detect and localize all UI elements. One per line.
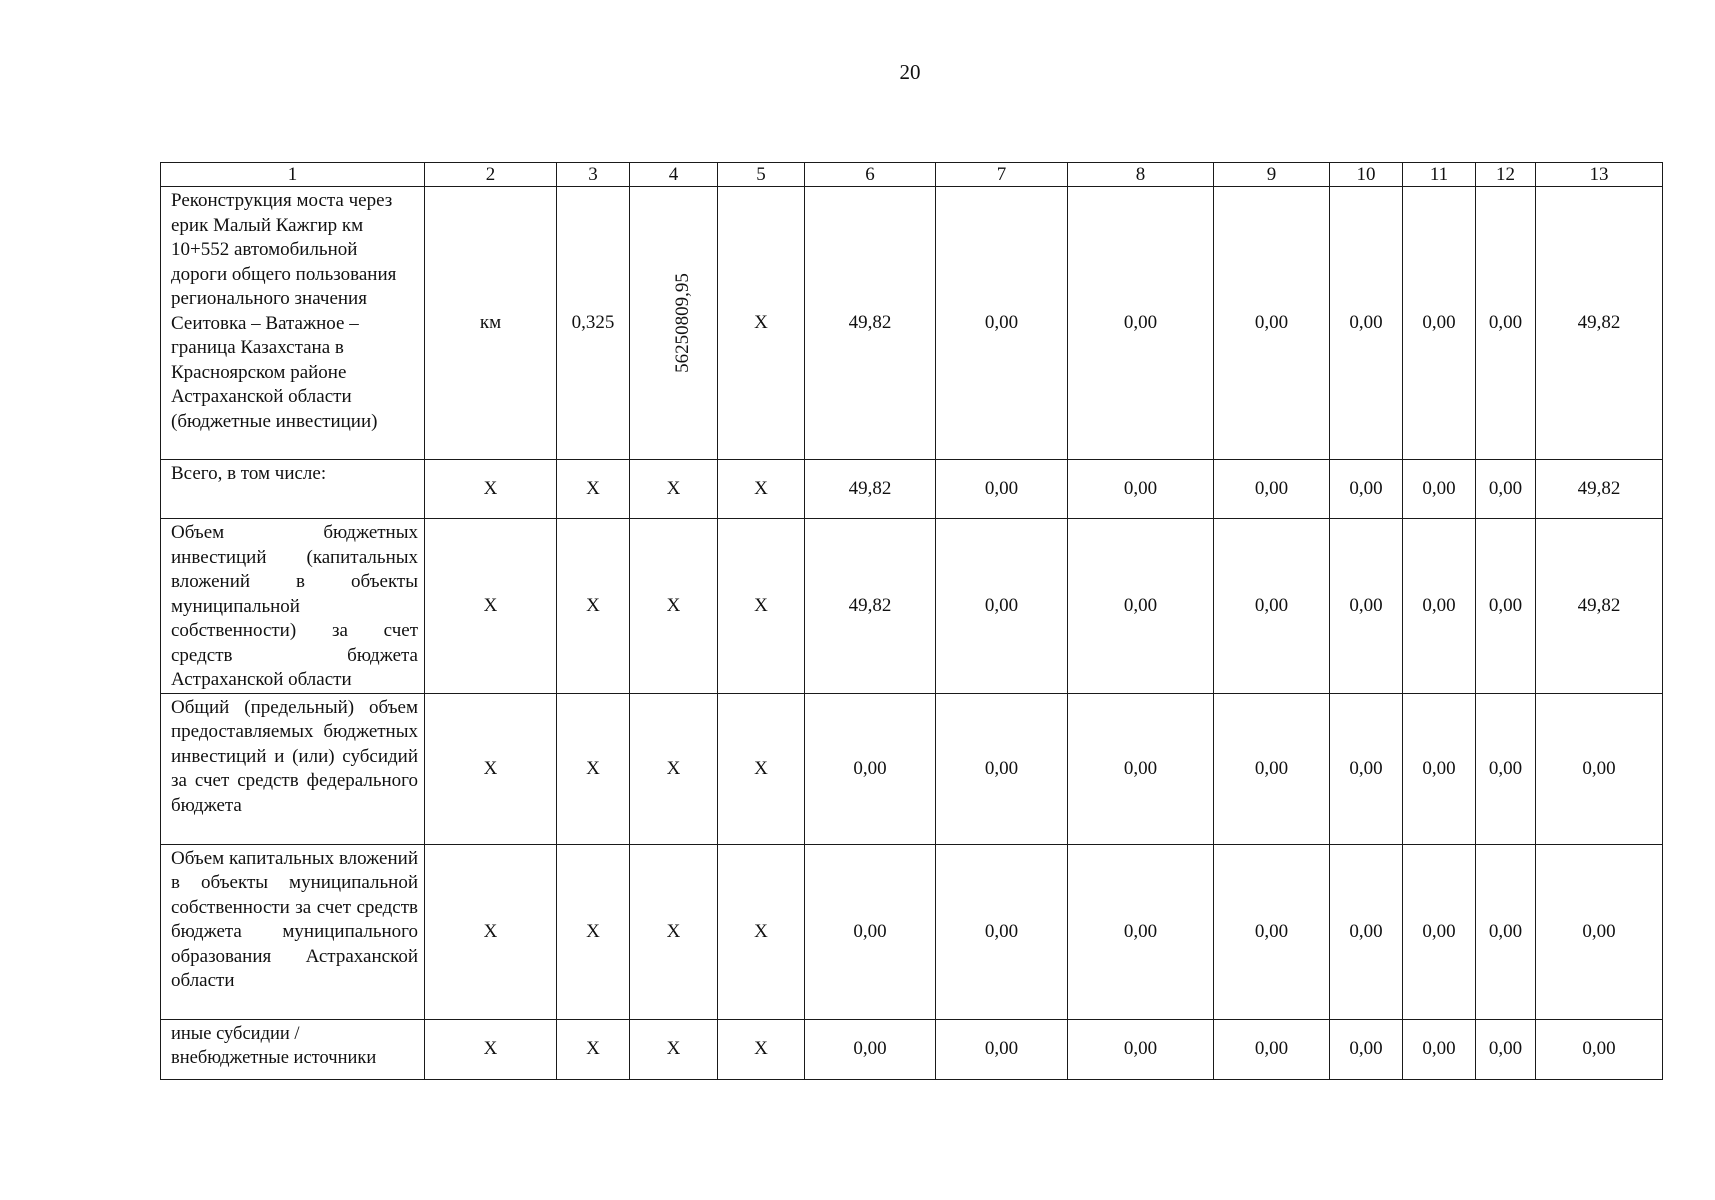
row-label: иные субсидии / внебюджетные источники (161, 1019, 425, 1079)
cost-cell (630, 187, 718, 460)
table-cell: X (718, 187, 805, 460)
table-cell: X (718, 519, 805, 694)
value-cell: 0,00 (1476, 187, 1536, 460)
value-cell: 0,00 (1403, 460, 1476, 519)
value-cell: 0,00 (936, 1019, 1068, 1079)
value-cell: 49,82 (1536, 187, 1663, 460)
column-header: 5 (718, 163, 805, 187)
value-cell: 0,00 (1068, 460, 1214, 519)
row-label: Реконструкция моста через ерик Малый Кажгир км 10+552 автомобильной дороги общего пользования регионального значения Сеитовка – Ватажное – граница Казахстана в Красноярском районе Астраханской области (бюджетные инвестиции) (161, 187, 425, 460)
value-cell: 0,00 (1403, 844, 1476, 1019)
capacity-cell: X (557, 460, 630, 519)
value-cell: 0,00 (1403, 187, 1476, 460)
value-cell: 0,00 (1330, 519, 1403, 694)
capacity-cell: X (557, 844, 630, 1019)
table-row (161, 844, 1663, 1019)
value-cell: 0,00 (1068, 519, 1214, 694)
value-cell: 0,00 (1214, 519, 1330, 694)
row-label: Общий (предельный) объем предоставляемых бюджетных инвестиций и (или) субсидий за счет средств федерального бюджета (161, 693, 425, 844)
capacity-cell: X (557, 1019, 630, 1079)
value-cell: 0,00 (1214, 844, 1330, 1019)
value-cell: 0,00 (805, 844, 936, 1019)
unit-cell: X (425, 693, 557, 844)
unit-cell: X (425, 1019, 557, 1079)
value-cell: 0,00 (936, 187, 1068, 460)
value-cell: 0,00 (1403, 693, 1476, 844)
cost-cell: X (630, 519, 718, 694)
column-header: 12 (1476, 163, 1536, 187)
value-cell: 0,00 (1330, 187, 1403, 460)
value-cell: 0,00 (805, 1019, 936, 1079)
cost-cell: X (630, 460, 718, 519)
value-cell: 0,00 (1214, 460, 1330, 519)
value-cell: 0,00 (1536, 844, 1663, 1019)
column-number-row (161, 163, 1663, 187)
table-row (161, 187, 1663, 460)
value-cell: 0,00 (1068, 187, 1214, 460)
table-cell: X (718, 693, 805, 844)
cost-cell: X (630, 844, 718, 1019)
capacity-cell: X (557, 519, 630, 694)
column-header: 11 (1403, 163, 1476, 187)
table-cell: X (718, 460, 805, 519)
value-cell: 0,00 (1214, 1019, 1330, 1079)
table-row (161, 460, 1663, 519)
capacity-cell: X (557, 693, 630, 844)
value-cell: 0,00 (1403, 519, 1476, 694)
column-header: 1 (161, 163, 425, 187)
value-cell: 0,00 (1330, 1019, 1403, 1079)
value-cell: 0,00 (1476, 1019, 1536, 1079)
value-cell: 0,00 (1068, 844, 1214, 1019)
value-cell: 0,00 (1403, 1019, 1476, 1079)
value-cell: 49,82 (1536, 519, 1663, 694)
table-cell: X (718, 1019, 805, 1079)
unit-cell: X (425, 460, 557, 519)
unit-cell: X (425, 519, 557, 694)
row-label: Объем капитальных вложений в объекты муниципальной собственности за счет средств бюджета муниципального образования Астраханской области (161, 844, 425, 1019)
column-header: 3 (557, 163, 630, 187)
capacity-cell: 0,325 (557, 187, 630, 460)
table-row (161, 693, 1663, 844)
value-cell: 0,00 (1330, 460, 1403, 519)
value-cell: 0,00 (1476, 519, 1536, 694)
value-cell: 49,82 (805, 460, 936, 519)
column-header: 13 (1536, 163, 1663, 187)
cost-value: 56250809,95 (671, 273, 693, 373)
value-cell: 0,00 (1214, 187, 1330, 460)
column-header: 7 (936, 163, 1068, 187)
value-cell: 0,00 (936, 693, 1068, 844)
table-cell: X (718, 844, 805, 1019)
unit-cell: км (425, 187, 557, 460)
value-cell: 0,00 (1476, 693, 1536, 844)
table-row (161, 519, 1663, 694)
column-header: 2 (425, 163, 557, 187)
value-cell: 0,00 (1536, 693, 1663, 844)
column-header: 10 (1330, 163, 1403, 187)
value-cell: 49,82 (1536, 460, 1663, 519)
value-cell: 0,00 (936, 519, 1068, 694)
column-header: 6 (805, 163, 936, 187)
table-row (161, 1019, 1663, 1079)
budget-table (160, 162, 1663, 1080)
value-cell: 49,82 (805, 187, 936, 460)
value-cell: 0,00 (1068, 693, 1214, 844)
value-cell: 0,00 (1476, 460, 1536, 519)
value-cell: 0,00 (1330, 693, 1403, 844)
column-header: 8 (1068, 163, 1214, 187)
value-cell: 49,82 (805, 519, 936, 694)
value-cell: 0,00 (936, 844, 1068, 1019)
value-cell: 0,00 (1476, 844, 1536, 1019)
cost-cell: X (630, 693, 718, 844)
row-label: Всего, в том числе: (161, 460, 425, 519)
unit-cell: X (425, 844, 557, 1019)
page-number: 20 (899, 60, 921, 84)
value-cell: 0,00 (936, 460, 1068, 519)
cost-cell: X (630, 1019, 718, 1079)
value-cell: 0,00 (1068, 1019, 1214, 1079)
column-header: 9 (1214, 163, 1330, 187)
column-header: 4 (630, 163, 718, 187)
value-cell: 0,00 (1330, 844, 1403, 1019)
value-cell: 0,00 (805, 693, 936, 844)
value-cell: 0,00 (1536, 1019, 1663, 1079)
value-cell: 0,00 (1214, 693, 1330, 844)
row-label: Объем бюджетных инвестиций (капитальных вложений в объекты муниципальной собственности) за счет средств бюджета Астраханской области (161, 519, 425, 694)
